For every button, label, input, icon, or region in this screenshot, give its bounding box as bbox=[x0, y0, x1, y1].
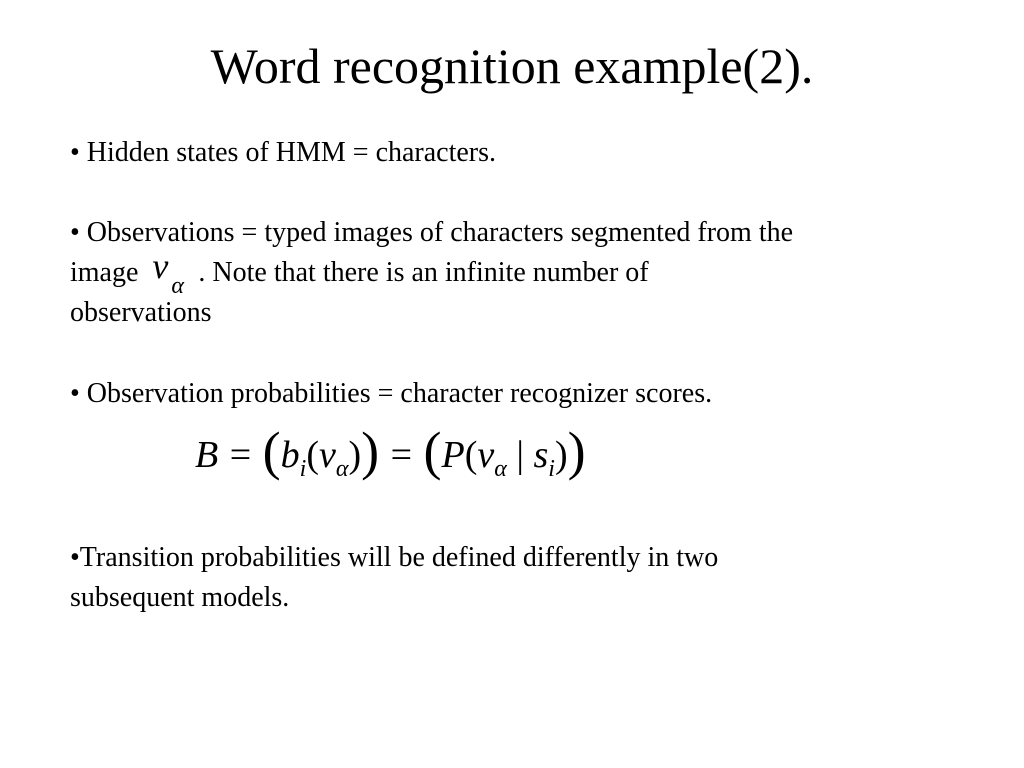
formula-sub-i-2: i bbox=[548, 456, 555, 482]
bullet-transition-probabilities bbox=[70, 538, 718, 618]
observations-line-1: • Observations = typed images of characters segmented from the bbox=[70, 217, 794, 248]
formula-big-lparen-2: ( bbox=[423, 421, 442, 481]
symbol-alpha: α bbox=[171, 273, 185, 299]
observations-line-3: observations bbox=[70, 297, 212, 328]
formula-big-rparen-1: ) bbox=[361, 421, 380, 481]
formula-sub-alpha-1: α bbox=[335, 456, 349, 482]
formula-rparen-1: ) bbox=[348, 434, 362, 476]
formula-s: s bbox=[533, 434, 549, 476]
v-alpha-symbol bbox=[138, 246, 198, 299]
formula-bar: | bbox=[516, 434, 524, 476]
formula-rparen-2: ) bbox=[554, 434, 568, 476]
formula-equals-1: = bbox=[229, 434, 252, 476]
bullet-observations bbox=[70, 213, 793, 333]
formula-P: P bbox=[441, 434, 465, 476]
symbol-v: v bbox=[152, 246, 169, 286]
transition-line-1: •Transition probabilities will be defined differently in two bbox=[70, 542, 719, 573]
formula-big-rparen-2: ) bbox=[567, 421, 586, 481]
formula-B: B bbox=[195, 434, 219, 476]
formula-lparen-1: ( bbox=[306, 434, 319, 476]
observations-image-word: image bbox=[70, 257, 139, 288]
formula-b: b bbox=[280, 434, 300, 476]
formula-v-1: v bbox=[318, 434, 336, 476]
formula-equals-2: = bbox=[390, 434, 413, 476]
formula-big-lparen-1: ( bbox=[262, 421, 281, 481]
slide-title: Word recognition example(2). bbox=[210, 38, 814, 94]
transition-line-2: subsequent models. bbox=[70, 582, 290, 613]
bullet-observation-probabilities: • Observation probabilities = character recognizer scores. bbox=[70, 378, 713, 409]
formula-v-2: v bbox=[477, 434, 495, 476]
formula-sub-i-1: i bbox=[299, 456, 307, 482]
formula-lparen-2: ( bbox=[464, 434, 478, 476]
observations-line-2 bbox=[70, 246, 793, 299]
formula-b-matrix bbox=[195, 418, 586, 480]
bullet-hidden-states: • Hidden states of HMM = characters. bbox=[70, 137, 497, 168]
observations-note: . Note that there is an infinite number of bbox=[198, 257, 649, 288]
formula-sub-alpha-2: α bbox=[494, 456, 507, 482]
